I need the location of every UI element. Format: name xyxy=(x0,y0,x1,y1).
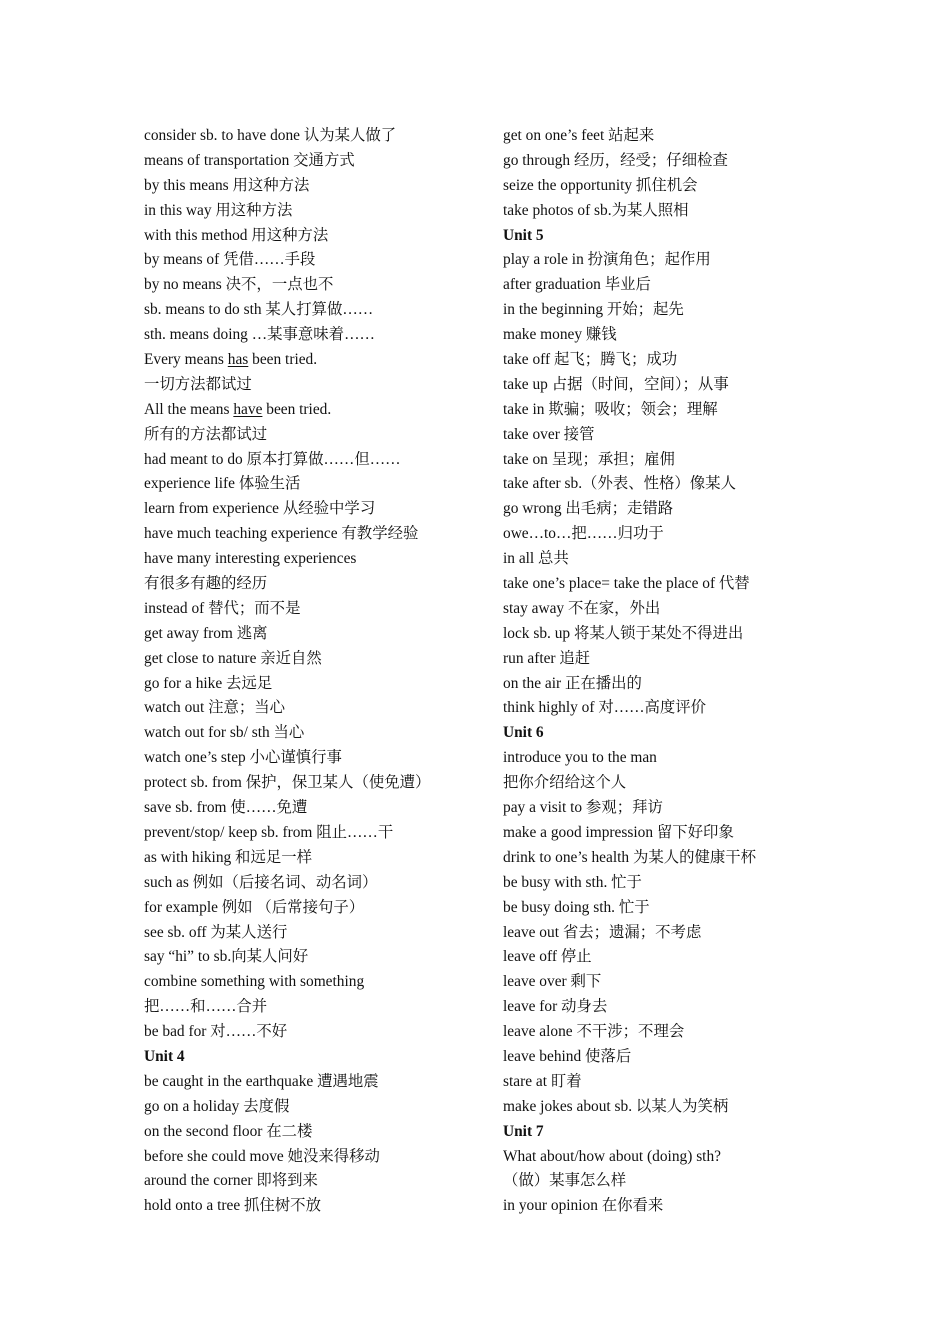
entry-text: been tried. xyxy=(262,400,332,418)
vocab-entry: in this way 用这种方法 xyxy=(144,201,293,219)
vocab-entry: on the air 正在播出的 xyxy=(503,674,642,692)
vocab-entry: 所有的方法都试过 xyxy=(144,425,268,443)
vocab-entry: save sb. from 使……免遭 xyxy=(144,799,308,817)
vocab-entry: go wrong 出毛病；走错路 xyxy=(503,500,674,518)
vocab-entry: What about/how about (doing) sth? xyxy=(503,1147,721,1165)
vocab-entry: seize the opportunity 抓住机会 xyxy=(503,176,698,194)
vocab-entry: see sb. off 为某人送行 xyxy=(144,923,288,941)
vocab-entry: take after sb.（外表、性格）像某人 xyxy=(503,475,736,493)
vocab-entry: protect sb. from 保护，保卫某人（使免遭） xyxy=(144,774,431,792)
vocab-entry: think highly of 对……高度评价 xyxy=(503,699,707,717)
vocab-entry: watch out for sb/ sth 当心 xyxy=(144,724,305,742)
vocab-entry: watch one’s step 小心谨慎行事 xyxy=(144,749,342,767)
vocab-entry: 有很多有趣的经历 xyxy=(144,575,268,593)
vocab-entry: leave behind 使落后 xyxy=(503,1047,632,1065)
vocab-entry: stare at 盯着 xyxy=(503,1072,582,1090)
underlined-verb: has xyxy=(227,351,249,369)
vocab-entry: hold onto a tree 抓住树不放 xyxy=(144,1197,321,1215)
vocab-entry: have many interesting experiences xyxy=(144,550,357,568)
vocab-entry: take up 占据（时间，空间）；从事 xyxy=(503,375,729,393)
unit-heading: Unit 7 xyxy=(503,1122,544,1140)
vocab-entry: make a good impression 留下好印象 xyxy=(503,823,734,841)
entry-text: been tried. xyxy=(248,351,318,369)
vocab-entry: in the beginning 开始；起先 xyxy=(503,301,684,319)
vocab-entry: leave over 剩下 xyxy=(503,973,602,991)
vocab-entry: in all 总共 xyxy=(503,550,569,568)
vocab-entry: owe…to…把……归功于 xyxy=(503,525,664,543)
unit-heading: Unit 6 xyxy=(503,724,544,742)
vocab-entry: leave off 停止 xyxy=(503,948,592,966)
vocab-entry: be caught in the earthquake 遭遇地震 xyxy=(144,1072,379,1090)
vocab-entry: be busy doing sth. 忙于 xyxy=(503,898,650,916)
vocab-entry: on the second floor 在二楼 xyxy=(144,1122,313,1140)
vocab-entry: run after 追赶 xyxy=(503,649,591,667)
vocab-entry: take one’s place= take the place of 代替 xyxy=(503,575,750,593)
vocab-entry: go through 经历，经受；仔细检查 xyxy=(503,151,728,169)
vocab-entry: leave out 省去；遗漏；不考虑 xyxy=(503,923,702,941)
vocab-entry: before she could move 她没来得移动 xyxy=(144,1147,380,1165)
vocab-entry: by this means 用这种方法 xyxy=(144,176,310,194)
underlined-verb: have xyxy=(233,400,263,418)
vocab-entry: be busy with sth. 忙于 xyxy=(503,873,642,891)
vocab-entry: sb. means to do sth 某人打算做…… xyxy=(144,301,374,319)
vocab-entry: combine something with something xyxy=(144,973,365,991)
unit-heading: Unit 4 xyxy=(144,1047,185,1065)
vocab-entry: learn from experience 从经验中学习 xyxy=(144,500,376,518)
vocab-entry: take photos of sb.为某人照相 xyxy=(503,201,689,219)
vocab-entry: by no means 决不，一点也不 xyxy=(144,276,334,294)
vocab-entry: take off 起飞；腾飞；成功 xyxy=(503,351,678,369)
vocab-entry: instead of 替代；而不是 xyxy=(144,599,301,617)
vocab-entry: take on 呈现；承担；雇佣 xyxy=(503,450,675,468)
vocab-entry: after graduation 毕业后 xyxy=(503,276,651,294)
vocab-entry: by means of 凭借……手段 xyxy=(144,251,316,269)
vocab-entry: introduce you to the man xyxy=(503,749,657,767)
vocab-entry xyxy=(144,348,484,373)
vocab-entry: get on one’s feet 站起来 xyxy=(503,127,655,144)
vocab-entry: as with hiking 和远足一样 xyxy=(144,848,313,866)
vocab-entry: leave alone 不干涉；不理会 xyxy=(503,1023,685,1041)
vocab-entry: take in 欺骗；吸收；领会；理解 xyxy=(503,400,718,418)
vocab-entry xyxy=(144,398,484,423)
vocab-entry: consider sb. to have done 认为某人做了 xyxy=(144,127,397,144)
vocab-entry: 一切方法都试过 xyxy=(144,375,252,393)
vocab-entry: make jokes about sb. 以某人为笑柄 xyxy=(503,1097,729,1115)
entry-text: All the means xyxy=(144,400,234,418)
vocab-entry: 把……和……合并 xyxy=(144,998,268,1016)
vocab-entry: stay away 不在家，外出 xyxy=(503,599,661,617)
vocab-entry: leave for 动身去 xyxy=(503,998,608,1016)
vocab-entry: prevent/stop/ keep sb. from 阻止……干 xyxy=(144,823,394,841)
vocab-entry: get away from 逃离 xyxy=(144,624,268,642)
vocab-entry: say “hi” to sb.向某人问好 xyxy=(144,948,309,966)
vocab-entry: such as 例如（后接名词、动名词） xyxy=(144,873,378,891)
unit-heading: Unit 5 xyxy=(503,226,544,244)
vocab-entry: with this method 用这种方法 xyxy=(144,226,329,244)
vocab-entry: sth. means doing …某事意味着…… xyxy=(144,326,375,344)
vocab-entry: （做）某事怎么样 xyxy=(503,1172,627,1190)
vocab-entry: watch out 注意；当心 xyxy=(144,699,286,717)
vocab-entry: experience life 体验生活 xyxy=(144,475,301,493)
vocab-entry: 把你介绍给这个人 xyxy=(503,774,627,792)
vocab-entry: around the corner 即将到来 xyxy=(144,1172,318,1190)
vocab-entry: go on a holiday 去度假 xyxy=(144,1097,290,1115)
vocab-entry: have much teaching experience 有教学经验 xyxy=(144,525,419,543)
vocab-entry: make money 赚钱 xyxy=(503,326,617,344)
vocab-entry: be bad for 对……不好 xyxy=(144,1023,288,1041)
vocab-entry: drink to one’s health 为某人的健康干杯 xyxy=(503,848,757,866)
entry-text: Every means xyxy=(144,351,228,369)
vocab-entry: play a role in 扮演角色；起作用 xyxy=(503,251,711,269)
vocab-entry: take over 接管 xyxy=(503,425,595,443)
vocab-entry: had meant to do 原本打算做……但…… xyxy=(144,450,401,468)
vocab-entry: for example 例如 （后常接句子） xyxy=(144,898,365,916)
left-column xyxy=(144,124,484,1219)
vocab-entry: pay a visit to 参观；拜访 xyxy=(503,799,663,817)
vocab-entry: means of transportation 交通方式 xyxy=(144,151,355,169)
right-column xyxy=(503,124,833,1219)
vocab-entry: lock sb. up 将某人锁于某处不得进出 xyxy=(503,624,744,642)
vocab-entry: get close to nature 亲近自然 xyxy=(144,649,322,667)
vocab-entry: in your opinion 在你看来 xyxy=(503,1197,664,1215)
vocab-entry: go for a hike 去远足 xyxy=(144,674,273,692)
